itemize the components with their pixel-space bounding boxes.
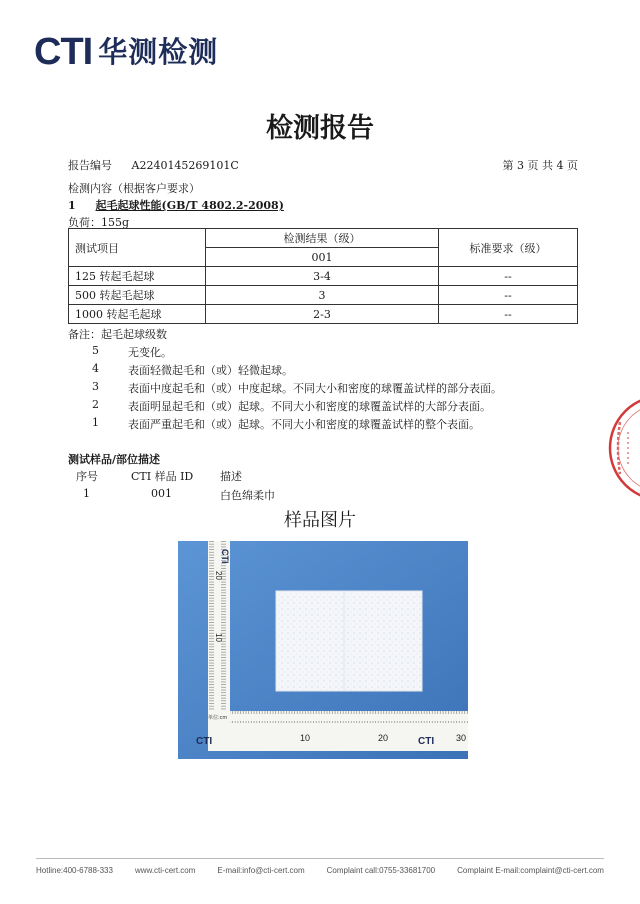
section-number: 1 — [68, 199, 76, 212]
report-meta — [68, 157, 578, 173]
footer-complaint-call: Complaint call:0755-33681700 — [326, 866, 436, 875]
grade-number: 4 — [92, 362, 99, 375]
sample-cloth — [276, 591, 422, 691]
sample-photo — [178, 541, 468, 759]
section-title: 起毛起球性能(GB/T 4802.2-2008) — [95, 199, 284, 212]
table-row — [69, 286, 578, 305]
ruler-mark-x: 10 — [300, 733, 311, 743]
footer-email: E-mail:info@cti-cert.com — [217, 866, 305, 875]
page-info: 第 3 页 共 4 页 — [502, 159, 578, 172]
grade-number: 3 — [92, 380, 99, 393]
row-item: 125 转起毛起球 — [69, 267, 206, 286]
row-standard: -- — [439, 305, 578, 324]
sample-id: 001 — [151, 487, 172, 500]
ruler-vertical — [208, 541, 230, 719]
table-row — [69, 267, 578, 286]
row-result: 2-3 — [206, 305, 439, 324]
company-seal — [606, 392, 640, 504]
grade-description: 表面严重起毛和（或）起球。不同大小和密度的球覆盖试样的整个表面。 — [128, 418, 480, 431]
col-no: 序号 — [76, 470, 98, 483]
ruler-mark-y: 10 — [214, 633, 223, 642]
grade-description: 无变化。 — [128, 346, 172, 359]
footer — [36, 866, 604, 875]
row-item: 1000 转起毛起球 — [69, 305, 206, 324]
grade-number: 1 — [92, 416, 99, 429]
list-item — [92, 344, 502, 362]
results-table — [68, 228, 578, 324]
row-standard: -- — [439, 286, 578, 305]
notes-title: 备注：起毛起球级数 — [68, 328, 167, 341]
company-logo — [34, 32, 218, 72]
ruler-mark-x: 20 — [378, 733, 389, 743]
document-title: 检测报告 — [266, 113, 374, 144]
list-item — [92, 398, 502, 416]
col-cti-id: CTI 样品 ID — [131, 470, 194, 483]
ruler-mark-x: 30 — [456, 733, 467, 743]
section-heading — [68, 197, 284, 213]
grade-number: 5 — [92, 344, 99, 357]
footer-divider — [36, 858, 604, 859]
col-result: 检测结果（级） — [206, 229, 439, 248]
ruler-unit: 单位:cm — [208, 715, 228, 721]
load-text: 负荷：155g — [68, 216, 130, 229]
footer-website: www.cti-cert.com — [134, 866, 196, 875]
footer-hotline: Hotline:400-6788-333 — [36, 866, 113, 875]
ruler-logo-horizontal: CTI — [418, 736, 435, 747]
report-number-label: 报告编号 — [68, 159, 112, 172]
table-row — [69, 305, 578, 324]
ruler-mark-y: 20 — [214, 571, 223, 580]
grade-description: 表面明显起毛和（或）起球。不同大小和密度的球覆盖试样的大部分表面。 — [128, 400, 491, 413]
ruler-logo-vertical: CTI — [220, 549, 230, 564]
report-number: A2240145269101C — [131, 159, 239, 172]
logo-chinese-text: 华测检测 — [98, 35, 219, 69]
sample-no: 1 — [83, 487, 90, 500]
grade-description: 表面轻微起毛和（或）轻微起球。 — [128, 364, 293, 377]
grade-number: 2 — [92, 398, 99, 411]
footer-complaint-email: Complaint E-mail:complaint@cti-cert.com — [457, 866, 604, 875]
list-item — [92, 380, 502, 398]
grade-description: 表面中度起毛和（或）中度起球。不同大小和密度的球覆盖试样的部分表面。 — [128, 382, 502, 395]
col-test-item: 测试项目 — [69, 229, 206, 267]
sample-heading: 测试样品/部位描述 — [68, 453, 161, 466]
list-item — [92, 416, 502, 434]
grade-list — [92, 344, 502, 434]
row-result: 3 — [206, 286, 439, 305]
ruler-logo-horizontal: CTI — [196, 736, 213, 747]
test-content-label: 检测内容（根据客户要求） — [68, 182, 200, 195]
row-standard: -- — [439, 267, 578, 286]
col-standard: 标准要求（级） — [439, 229, 578, 267]
row-result: 3-4 — [206, 267, 439, 286]
logo-cti-text: CTI — [34, 31, 93, 73]
sample-desc: 白色绵柔巾 — [220, 489, 275, 502]
col-sample-id: 001 — [206, 248, 439, 267]
picture-title: 样品图片 — [284, 510, 356, 531]
row-item: 500 转起毛起球 — [69, 286, 206, 305]
list-item — [92, 362, 502, 380]
table-header-row — [69, 229, 578, 248]
col-desc: 描述 — [220, 470, 242, 483]
